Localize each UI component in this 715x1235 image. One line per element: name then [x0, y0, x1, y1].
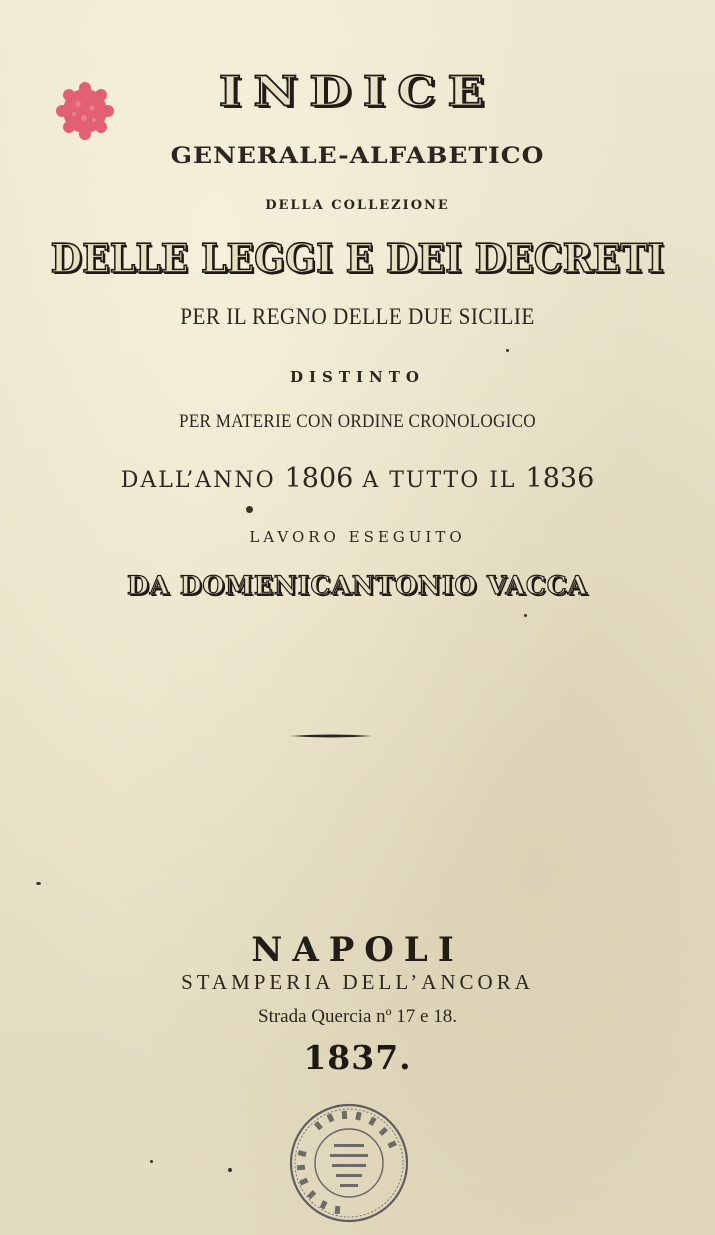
subtitle-della-collezione: DELLA COLLEZIONE: [265, 198, 450, 213]
imprint-year: 1837.: [303, 1038, 412, 1077]
author-line: DA DOMENICANTONIO VACCA: [126, 571, 589, 600]
date-range-end-year: 1836: [525, 463, 595, 494]
ink-speck: [506, 349, 509, 352]
subtitle-lavoro-eseguito: LAVORO ESEGUITO: [249, 528, 466, 546]
title-delle-leggi: DELLE LEGGI E DEI DECRETI: [50, 236, 665, 282]
ink-speck: [228, 1168, 232, 1172]
subtitle-materie: PER MATERIE CON ORDINE CRONOLOGICO: [179, 411, 536, 432]
library-seal-stamp: [286, 1100, 412, 1226]
subtitle-distinto: DISTINTO: [290, 368, 425, 386]
imprint-printer: STAMPERIA DELL’ANCORA: [181, 970, 534, 994]
ink-speck: [524, 614, 527, 617]
date-range-start-year: 1806: [284, 463, 354, 494]
subtitle-generale-alfabetico: GENERALE-ALFABETICO: [170, 142, 545, 169]
imprint-city: NAPOLI: [251, 930, 464, 970]
imprint-address: Strada Quercia nº 17 e 18.: [258, 1006, 457, 1027]
date-range-line: [0, 463, 715, 494]
ink-speck: [36, 882, 41, 885]
date-range-prefix: DALL’ANNO: [120, 468, 276, 493]
date-range-middle: A TUTTO IL: [362, 468, 517, 493]
ink-speck: [246, 506, 253, 513]
ornamental-rule: [290, 733, 372, 739]
ink-speck: [150, 1160, 153, 1163]
title-indice: INDICE: [218, 68, 497, 116]
subtitle-regno: PER IL REGNO DELLE DUE SICILIE: [180, 304, 535, 329]
